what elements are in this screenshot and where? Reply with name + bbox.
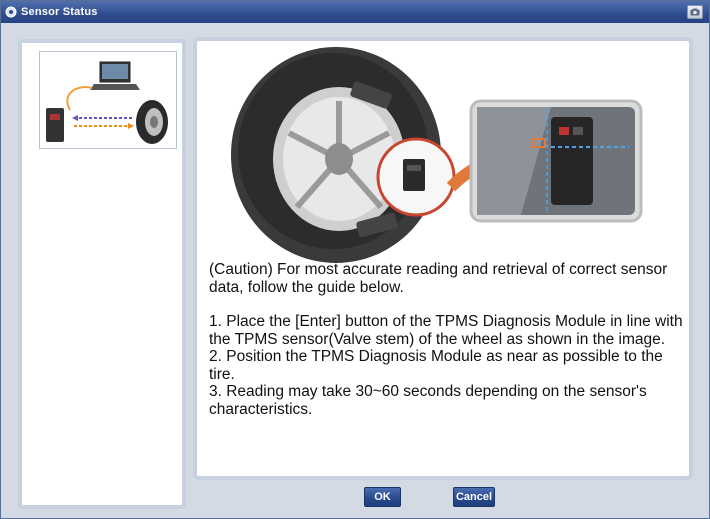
cancel-button[interactable]: Cancel — [453, 487, 495, 507]
thumbnail-panel — [18, 39, 186, 509]
ok-button[interactable]: OK — [364, 487, 401, 507]
caution-text: (Caution) For most accurate reading and retrieval of correct sensor data, follow the guide below. — [209, 261, 668, 296]
capture-button[interactable] — [687, 5, 703, 19]
window-title: Sensor Status — [21, 6, 98, 18]
title-bar[interactable] — [1, 1, 709, 23]
camera-icon — [690, 8, 700, 16]
device-link-thumbnail-image — [40, 52, 176, 148]
guide-thumbnail[interactable] — [39, 51, 177, 149]
guide-text — [209, 261, 689, 418]
step-list — [209, 313, 689, 418]
step-2: 2. Position the TPMS Diagnosis Module as near as possible to the tire. — [209, 348, 663, 383]
step-1: 1. Place the [Enter] button of the TPMS Diagnosis Module in line with the TPMS sensor(Valve stem) of the wheel as shown in the image. — [209, 313, 683, 348]
app-icon — [5, 6, 17, 18]
guide-panel — [193, 37, 693, 480]
step-3: 3. Reading may take 30~60 seconds depending on the sensor's characteristics. — [209, 383, 647, 418]
tpms-placement-illustration — [221, 47, 651, 267]
